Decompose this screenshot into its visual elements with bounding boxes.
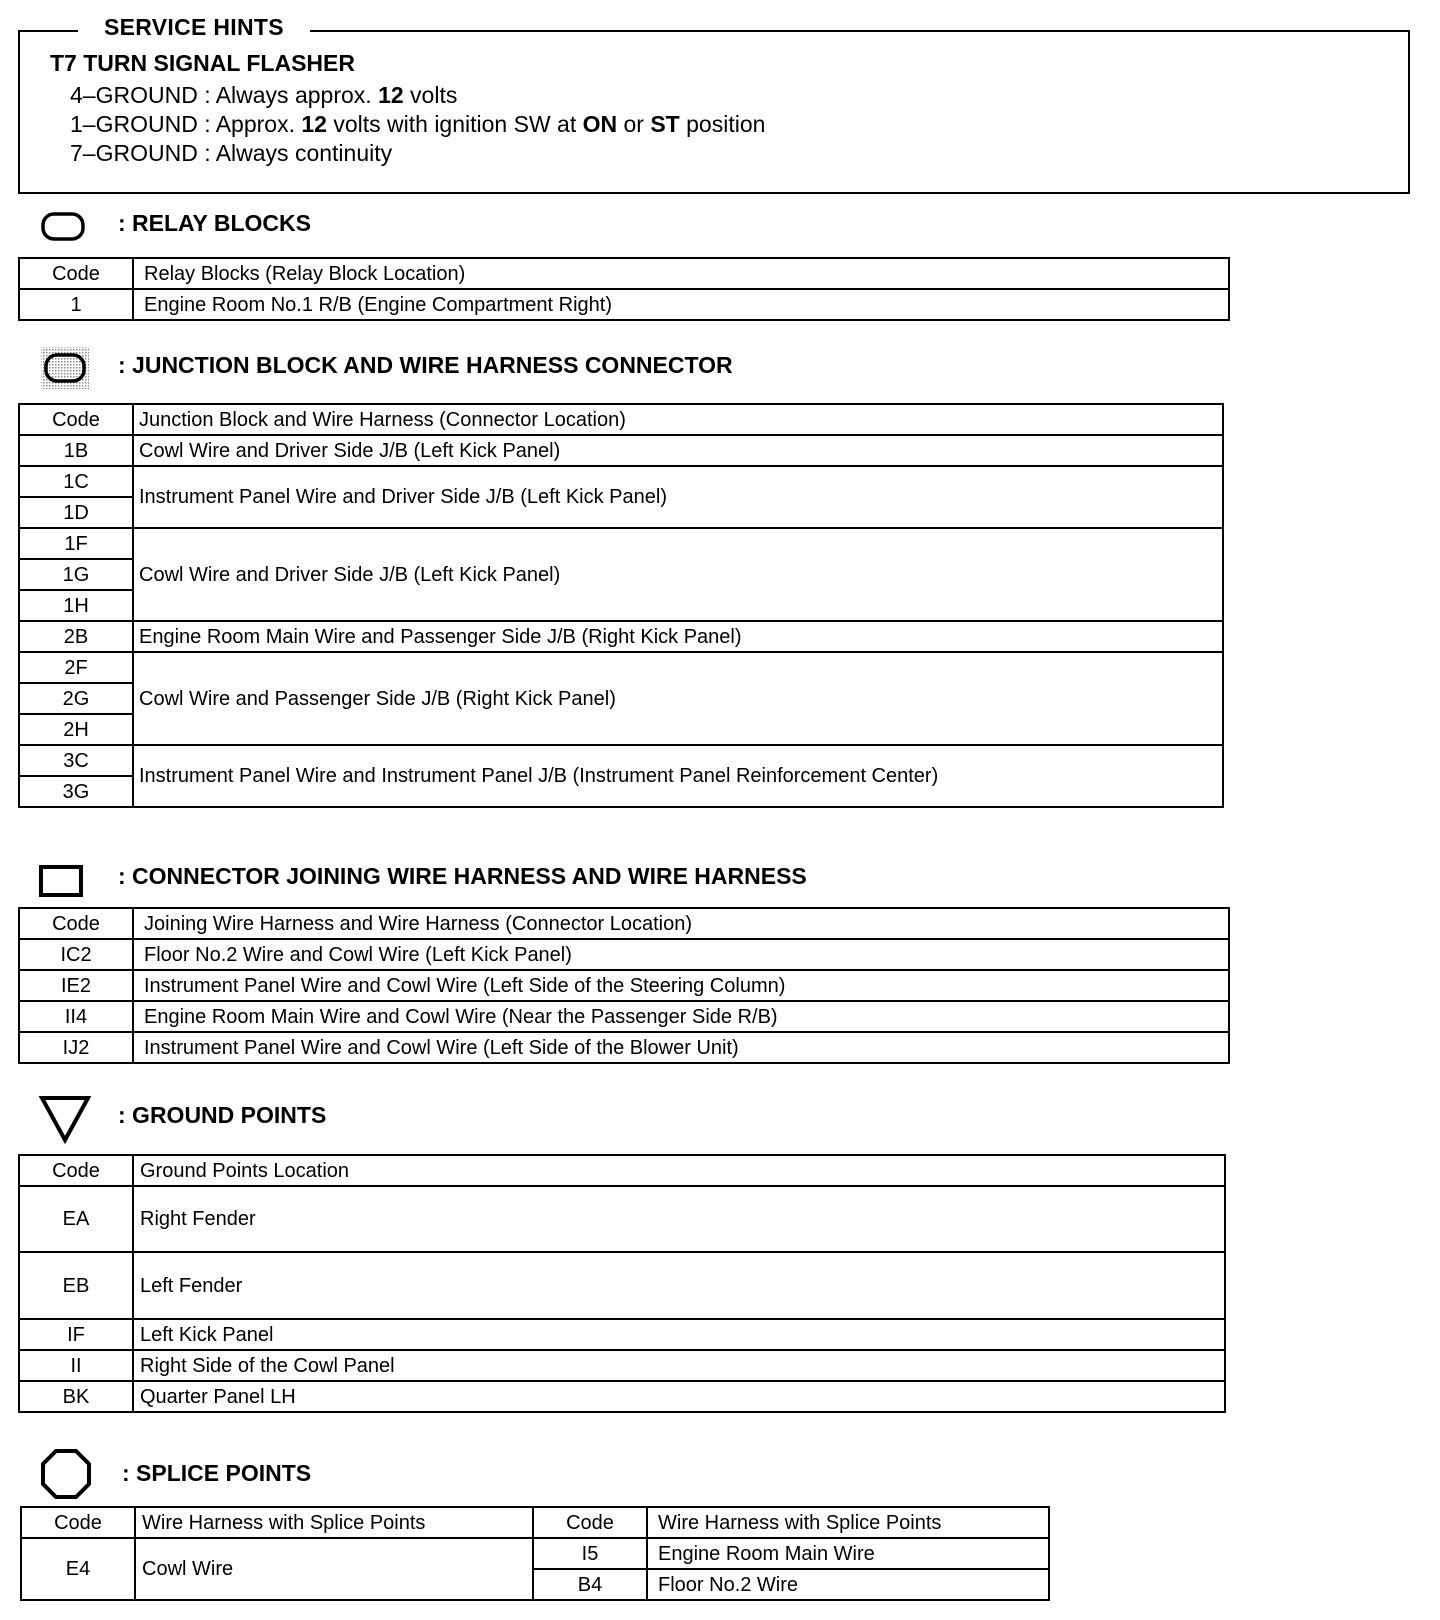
desc-cell: Left Kick Panel bbox=[133, 1319, 1225, 1350]
table-row bbox=[19, 466, 1223, 497]
table-row bbox=[19, 652, 1223, 683]
code-cell: E4 bbox=[21, 1538, 135, 1600]
table-row bbox=[19, 1319, 1225, 1350]
table-row bbox=[19, 289, 1229, 320]
code-cell: 1H bbox=[19, 590, 133, 621]
code-header: Code bbox=[19, 258, 133, 289]
desc-header: Wire Harness with Splice Points bbox=[135, 1507, 533, 1538]
desc-cell: Floor No.2 Wire bbox=[647, 1569, 1049, 1600]
code-cell: 1B bbox=[19, 435, 133, 466]
table-row bbox=[19, 528, 1223, 559]
table-header-row bbox=[19, 404, 1223, 435]
octagon-icon bbox=[40, 1448, 92, 1500]
service-hints-title: SERVICE HINTS bbox=[78, 14, 310, 41]
code-cell: 2G bbox=[19, 683, 133, 714]
desc-cell: Engine Room Main Wire and Passenger Side J/B (Right Kick Panel) bbox=[133, 621, 1223, 652]
code-cell: IC2 bbox=[19, 939, 133, 970]
code-cell: 1D bbox=[19, 497, 133, 528]
desc-cell: Floor No.2 Wire and Cowl Wire (Left Kick Panel) bbox=[133, 939, 1229, 970]
splice-points-table bbox=[20, 1506, 1050, 1601]
code-cell: 2F bbox=[19, 652, 133, 683]
desc-cell: Quarter Panel LH bbox=[133, 1381, 1225, 1412]
ground-points-table bbox=[18, 1154, 1226, 1413]
code-cell: 2B bbox=[19, 621, 133, 652]
code-cell: 3G bbox=[19, 776, 133, 807]
code-header: Code bbox=[19, 908, 133, 939]
desc-cell: Cowl Wire bbox=[135, 1538, 533, 1600]
code-cell: I5 bbox=[533, 1538, 647, 1569]
desc-header: Joining Wire Harness and Wire Harness (Connector Location) bbox=[133, 908, 1229, 939]
table-row bbox=[19, 939, 1229, 970]
code-cell: EA bbox=[19, 1186, 133, 1252]
table-header-row bbox=[19, 258, 1229, 289]
desc-cell: Instrument Panel Wire and Cowl Wire (Left Side of the Blower Unit) bbox=[133, 1032, 1229, 1063]
code-header: Code bbox=[533, 1507, 647, 1538]
table-row bbox=[19, 621, 1223, 652]
component-title: T7 TURN SIGNAL FLASHER bbox=[50, 50, 355, 76]
relay-blocks-title: : RELAY BLOCKS bbox=[118, 210, 311, 236]
code-cell: EB bbox=[19, 1252, 133, 1319]
junction-blocks-title: : JUNCTION BLOCK AND WIRE HARNESS CONNECTOR bbox=[118, 352, 733, 378]
desc-cell: Instrument Panel Wire and Cowl Wire (Left Side of the Steering Column) bbox=[133, 970, 1229, 1001]
connectors-title: : CONNECTOR JOINING WIRE HARNESS AND WIRE HARNESS bbox=[118, 863, 807, 889]
desc-cell: Engine Room No.1 R/B (Engine Compartment Right) bbox=[133, 289, 1229, 320]
code-cell: 3C bbox=[19, 745, 133, 776]
desc-cell: Right Fender bbox=[133, 1186, 1225, 1252]
ground-points-title: : GROUND POINTS bbox=[118, 1102, 327, 1128]
table-row bbox=[19, 1381, 1225, 1412]
table-row bbox=[19, 1350, 1225, 1381]
hint-line: 1–GROUND : Approx. 12 volts with ignition SW at ON or ST position bbox=[70, 111, 766, 137]
rectangle-icon bbox=[38, 864, 86, 898]
code-header: Code bbox=[19, 1155, 133, 1186]
desc-cell: Instrument Panel Wire and Driver Side J/B (Left Kick Panel) bbox=[133, 466, 1223, 528]
desc-cell: Cowl Wire and Driver Side J/B (Left Kick Panel) bbox=[133, 435, 1223, 466]
hint-line: 4–GROUND : Always approx. 12 volts bbox=[70, 82, 458, 108]
code-cell: 2H bbox=[19, 714, 133, 745]
desc-cell: Engine Room Main Wire and Cowl Wire (Near the Passenger Side R/B) bbox=[133, 1001, 1229, 1032]
desc-header: Wire Harness with Splice Points bbox=[647, 1507, 1049, 1538]
code-header: Code bbox=[19, 404, 133, 435]
code-cell: 1 bbox=[19, 289, 133, 320]
table-row bbox=[19, 745, 1223, 776]
table-row bbox=[19, 1001, 1229, 1032]
code-cell: 1G bbox=[19, 559, 133, 590]
table-header-row bbox=[21, 1507, 1049, 1538]
table-row bbox=[19, 435, 1223, 466]
table-row bbox=[19, 1252, 1225, 1319]
desc-header: Junction Block and Wire Harness (Connector Location) bbox=[133, 404, 1223, 435]
desc-cell: Cowl Wire and Passenger Side J/B (Right Kick Panel) bbox=[133, 652, 1223, 745]
triangle-down-icon bbox=[38, 1094, 92, 1146]
table-header-row bbox=[19, 908, 1229, 939]
desc-header: Relay Blocks (Relay Block Location) bbox=[133, 258, 1229, 289]
desc-cell: Left Fender bbox=[133, 1252, 1225, 1319]
code-cell: IF bbox=[19, 1319, 133, 1350]
code-cell: B4 bbox=[533, 1569, 647, 1600]
table-header-row bbox=[19, 1155, 1225, 1186]
desc-header: Ground Points Location bbox=[133, 1155, 1225, 1186]
desc-cell: Cowl Wire and Driver Side J/B (Left Kick Panel) bbox=[133, 528, 1223, 621]
rounded-rectangle-icon bbox=[40, 210, 88, 244]
code-cell: II4 bbox=[19, 1001, 133, 1032]
hint-line: 7–GROUND : Always continuity bbox=[70, 140, 393, 166]
junction-blocks-table bbox=[18, 403, 1224, 808]
connectors-table bbox=[18, 907, 1230, 1064]
code-cell: 1C bbox=[19, 466, 133, 497]
code-cell: II bbox=[19, 1350, 133, 1381]
code-header: Code bbox=[21, 1507, 135, 1538]
code-cell: IJ2 bbox=[19, 1032, 133, 1063]
table-row bbox=[21, 1538, 1049, 1569]
table-row bbox=[19, 970, 1229, 1001]
table-row bbox=[19, 1186, 1225, 1252]
shaded-rounded-rectangle-icon bbox=[40, 346, 92, 390]
table-row bbox=[19, 1032, 1229, 1063]
code-cell: 1F bbox=[19, 528, 133, 559]
desc-cell: Engine Room Main Wire bbox=[647, 1538, 1049, 1569]
code-cell: IE2 bbox=[19, 970, 133, 1001]
desc-cell: Right Side of the Cowl Panel bbox=[133, 1350, 1225, 1381]
code-cell: BK bbox=[19, 1381, 133, 1412]
relay-blocks-table bbox=[18, 257, 1230, 321]
desc-cell: Instrument Panel Wire and Instrument Panel J/B (Instrument Panel Reinforcement Center) bbox=[133, 745, 1223, 807]
splice-points-title: : SPLICE POINTS bbox=[122, 1460, 312, 1486]
